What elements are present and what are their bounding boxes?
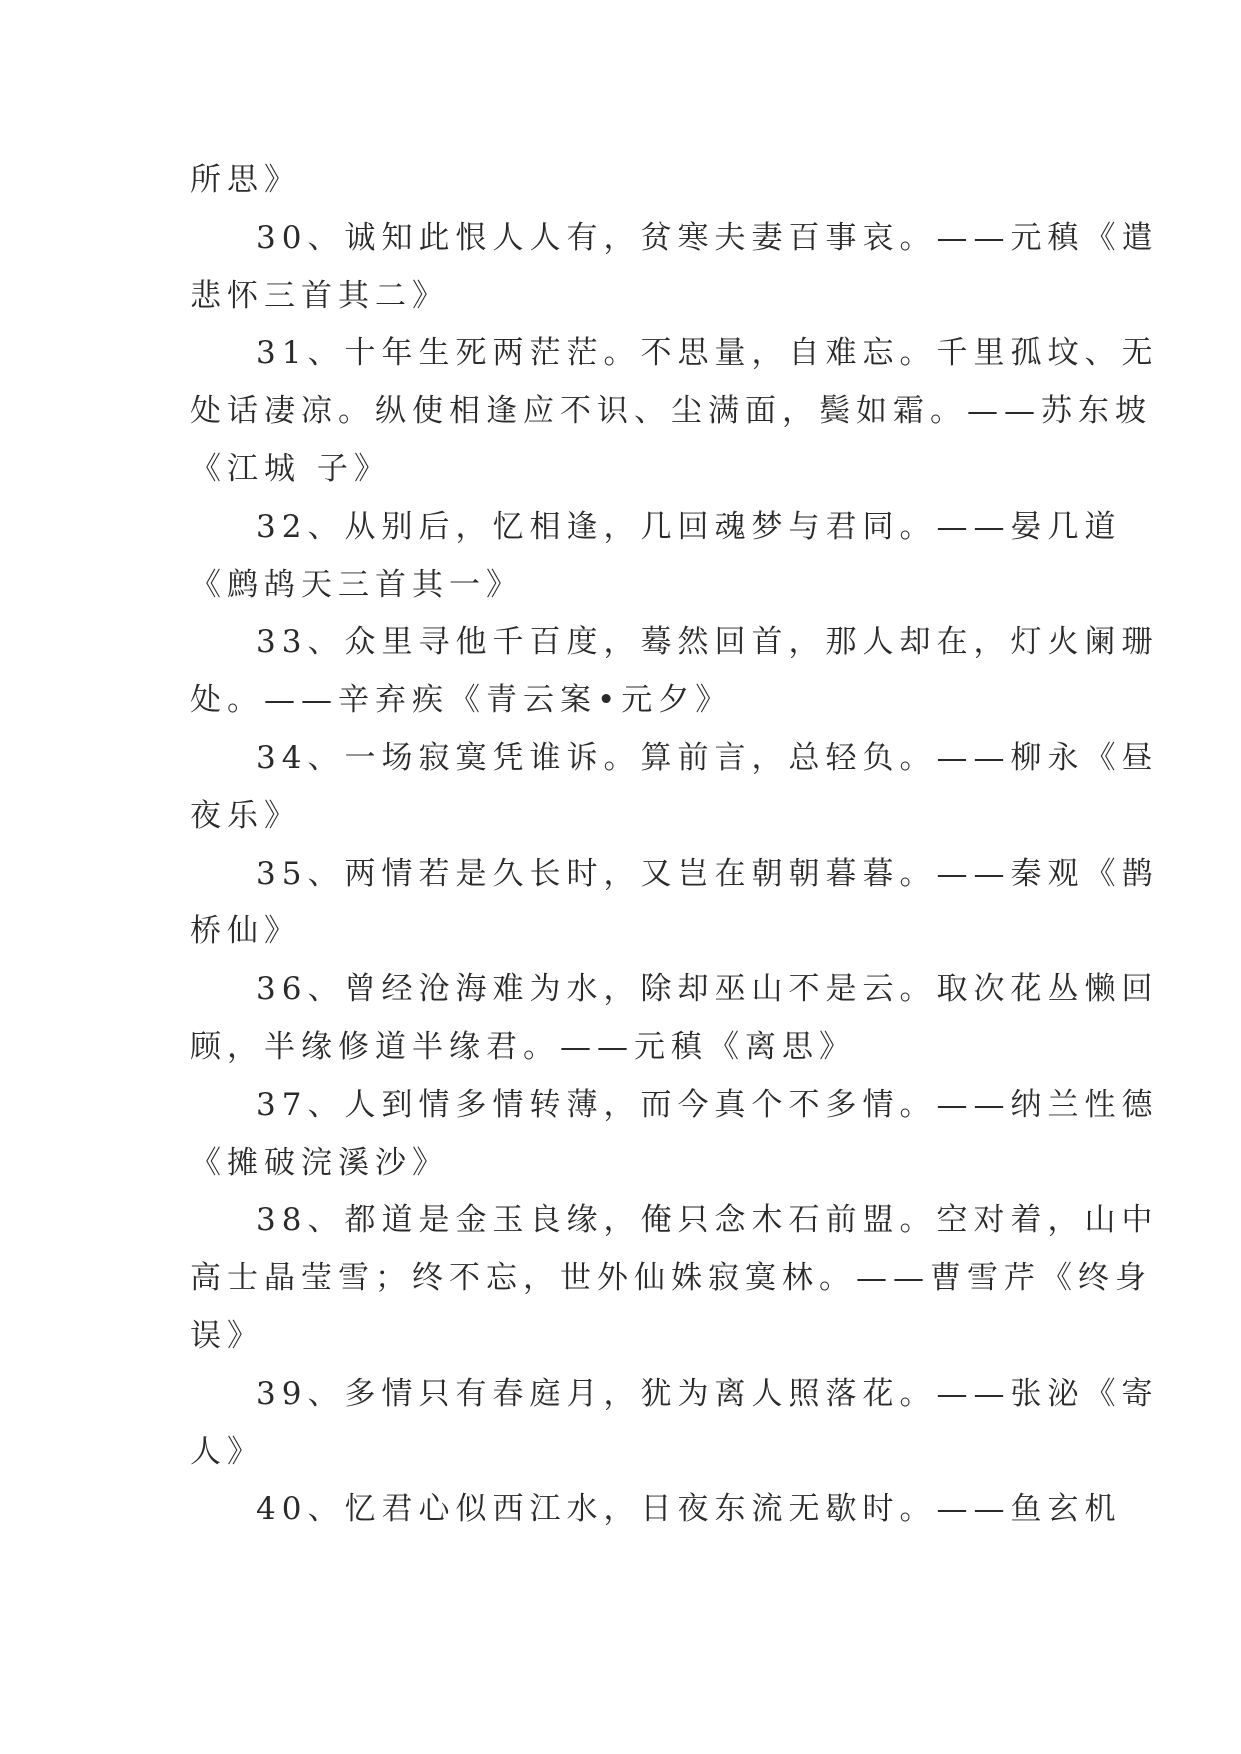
text-line: 35、两情若是久长时，又岂在朝朝暮暮。——秦观《鹊 — [256, 855, 1159, 892]
text-line: 桥仙》 — [190, 913, 301, 950]
text-line: 《江城 子》 — [190, 450, 391, 487]
text-line: 《摊破浣溪沙》 — [190, 1144, 449, 1181]
text-line: 高士晶莹雪；终不忘，世外仙姝寂寞林。——曹雪芹《终身 — [190, 1260, 1152, 1297]
text-line: 处话凄凉。纵使相逢应不识、尘满面，鬓如霜。——苏东坡 — [190, 393, 1152, 430]
text-line: 悲怀三首其二》 — [190, 277, 449, 314]
text-line: 32、从别后，忆相逢，几回魂梦与君同。——晏几道 — [256, 508, 1122, 545]
text-line: 误》 — [190, 1317, 264, 1354]
text-line: 34、一场寂寞凭谁诉。算前言，总轻负。——柳永《昼 — [256, 739, 1159, 776]
text-line: 39、多情只有春庭月，犹为离人照落花。——张泌《寄 — [256, 1375, 1159, 1412]
text-line: 38、都道是金玉良缘，俺只念木石前盟。空对着，山中 — [256, 1202, 1159, 1239]
text-line: 人》 — [190, 1433, 264, 1470]
document-body — [190, 152, 1159, 1539]
text-line: 37、人到情多情转薄，而今真个不多情。——纳兰性德 — [256, 1086, 1159, 1123]
text-line: 处。——辛弃疾《青云案•元夕》 — [190, 682, 733, 719]
text-line: 夜乐》 — [190, 797, 301, 834]
text-line: 《鹧鸪天三首其一》 — [190, 566, 523, 603]
text-line: 33、众里寻他千百度，蓦然回首，那人却在，灯火阑珊 — [256, 624, 1159, 661]
text-line: 31、十年生死两茫茫。不思量，自难忘。千里孤坟、无 — [256, 335, 1159, 372]
text-line: 40、忆君心似西江水，日夜东流无歇时。——鱼玄机 — [256, 1491, 1122, 1528]
text-line: 顾，半缘修道半缘君。——元稹《离思》 — [190, 1028, 856, 1065]
text-line: 所思》 — [190, 162, 301, 198]
text-line: 36、曾经沧海难为水，除却巫山不是云。取次花丛懒回 — [256, 971, 1159, 1008]
text-line: 30、诚知此恨人人有，贫寒夫妻百事哀。——元稹《遣 — [256, 219, 1159, 256]
